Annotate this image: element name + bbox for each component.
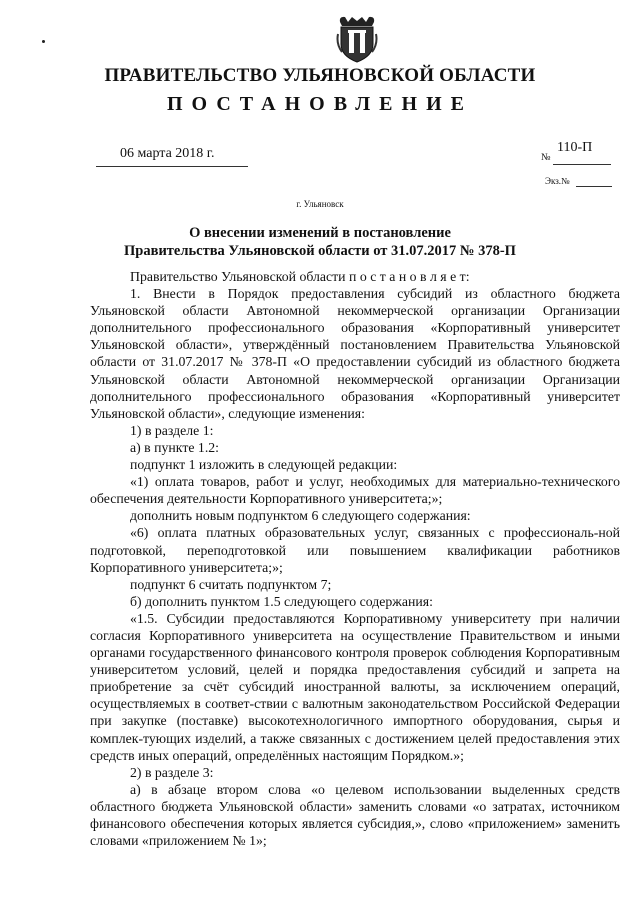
document-type: ПОСТАНОВЛЕНИЕ <box>167 93 473 115</box>
city: г. Ульяновск <box>296 199 344 209</box>
document-subject <box>60 224 580 260</box>
copy-number-underline <box>576 186 612 187</box>
body-paragraph: а) в абзаце втором слова «о целевом использовании выделенных средств областного бюджета Ульяновской области» заменить словами «о затратах, источником финансового обеспечения которых является субсидия,», слово «приложением» заменить словами «приложением № 1»; <box>90 781 620 849</box>
subject-line: Правительства Ульяновской области от 31.07.2017 № 378-П <box>124 243 516 259</box>
body-paragraph: подпункт 6 считать подпунктом 7; <box>130 576 332 592</box>
number-underline <box>553 164 611 165</box>
body-paragraph: Правительство Ульяновской области п о с т а н о в л я е т: <box>130 269 470 284</box>
date-underline <box>96 166 248 167</box>
number-label: № <box>541 152 551 163</box>
document-number: 110-П <box>557 140 593 155</box>
body-paragraph: 2) в разделе 3: <box>130 764 214 780</box>
body-paragraph: «6) оплата платных образовательных услуг, связанных с профессиональ-ной подготовкой, переподготовкой или повышением квалификации работников Корпоративного университета;»; <box>90 525 620 575</box>
body-paragraph: 1. Внести в Порядок предоставления субсидий из областного бюджета Ульяновской области Автономной некоммерческой организации Организации дополнительного профессионального образования «Корпоративный университет Ульяновской области», утверждённый постановлением Правительства Ульяновской области от 31.07.2017 № 378-П «О предоставлении субсидий из областного бюджета Ульяновской области Автономной некоммерческой организации Организации дополнительного профессионального образования «Корпоративный университет Ульяновской области», следующие изменения: <box>90 286 620 421</box>
scan-speck <box>42 40 45 43</box>
body-paragraph: б) дополнить пунктом 1.5 следующего содержания: <box>130 593 433 609</box>
government-name: ПРАВИТЕЛЬСТВО УЛЬЯНОВСКОЙ ОБЛАСТИ <box>104 65 536 86</box>
body-paragraph: дополнить новым подпунктом 6 следующего содержания: <box>130 508 471 524</box>
body-paragraph: подпункт 1 изложить в следующей редакции: <box>130 457 398 473</box>
subject-line: О внесении изменений в постановление <box>189 225 451 241</box>
body-paragraph: «1.5. Субсидии предоставляются Корпоративному университету при наличии согласия Корпоративного университета на осуществление Правительством и иными органами государственного финансового контроля проверок соблюдения Корпоративным университетом условий, целей и порядка предоставления субсидий и запрета на приобретение за счёт субсидий иностранной валюты, за исключением операций, осуществляемых в соответ-ствии с валютным законодательством Российской Федерации при закупке (поставке) высокотехнологичного импортного оборудования, сырья и комплек-тующих изделий, а также связанных с достижением целей предоставления этих средств иных операций, определённых настоящим Порядком.»; <box>90 610 620 763</box>
body-paragraph: а) в пункте 1.2: <box>130 439 219 455</box>
ulyanovsk-coat-of-arms-icon <box>336 14 378 64</box>
copy-number-label: Экз.№ <box>545 176 570 186</box>
body-paragraph: «1) оплата товаров, работ и услуг, необходимых для материально-технического обеспечения деятельности Корпоративного университета;»; <box>90 474 620 507</box>
body-paragraph: 1) в разделе 1: <box>130 422 214 438</box>
document-body <box>90 268 620 849</box>
document-date: 06 марта 2018 г. <box>120 146 215 161</box>
